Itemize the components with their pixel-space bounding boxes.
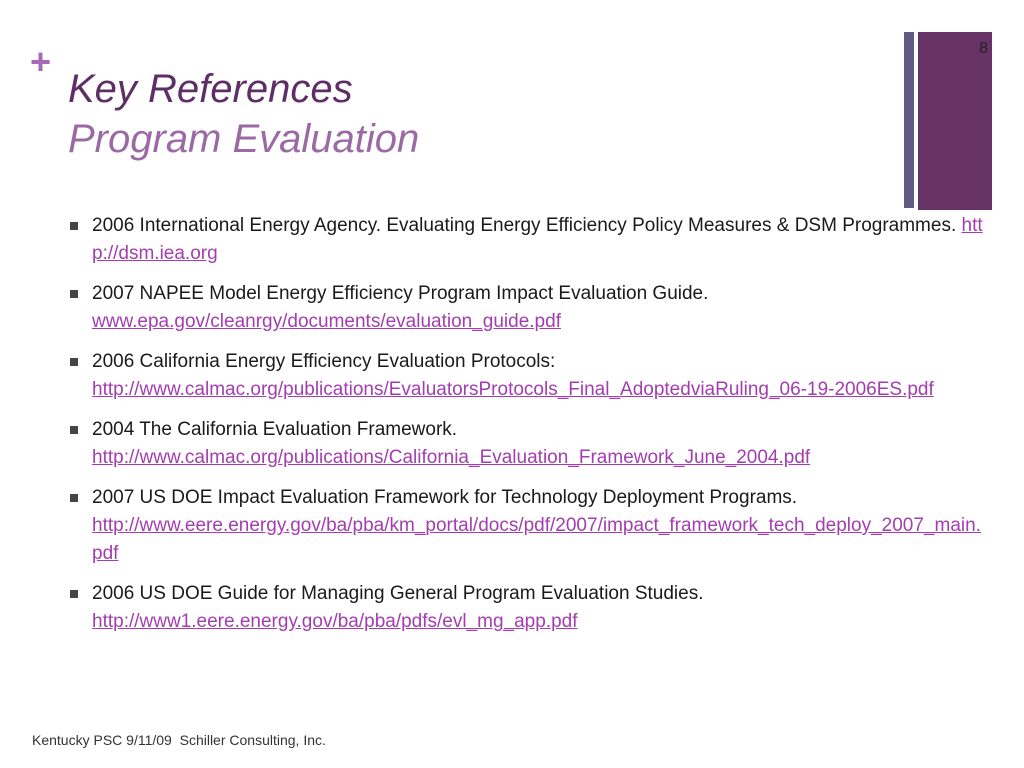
slide-title: [68, 64, 419, 164]
reference-link[interactable]: http://www1.eere.energy.gov/ba/pba/pdfs/evl_mg_app.pdf: [92, 611, 578, 632]
decorative-bar-thin: [904, 32, 914, 208]
bullet-square-icon: [70, 358, 78, 366]
bullet-square-icon: [70, 426, 78, 434]
reference-item: [68, 280, 984, 336]
reference-text: 2007 NAPEE Model Energy Efficiency Program Impact Evaluation Guide.: [92, 283, 709, 304]
reference-item: [68, 484, 984, 568]
page-number: 8: [979, 40, 988, 57]
reference-text: 2004 The California Evaluation Framework.: [92, 419, 458, 440]
reference-list: [68, 212, 984, 648]
reference-link[interactable]: http://www.eere.energy.gov/ba/pba/km_portal/docs/pdf/2007/impact_framework_tech_deploy_2007_main.pdf: [92, 515, 981, 564]
reference-item: [68, 580, 984, 636]
reference-text: 2006 International Energy Agency. Evaluating Energy Efficiency Policy Measures & DSM Programmes.: [92, 215, 957, 236]
plus-icon: +: [30, 41, 52, 82]
title-line-2: Program Evaluation: [68, 117, 420, 161]
reference-text: 2006 US DOE Guide for Managing General Program Evaluation Studies.: [92, 583, 704, 604]
bullet-square-icon: [70, 590, 78, 598]
reference-link[interactable]: www.epa.gov/cleanrgy/documents/evaluation_guide.pdf: [92, 311, 561, 332]
reference-item: [68, 348, 984, 404]
title-line-1: Key References: [68, 67, 353, 111]
reference-item: [68, 416, 984, 472]
reference-text: 2007 US DOE Impact Evaluation Framework for Technology Deployment Programs.: [92, 487, 798, 508]
reference-link[interactable]: http://dsm.iea.org: [92, 215, 983, 264]
bullet-square-icon: [70, 494, 78, 502]
reference-item: [68, 212, 984, 268]
bullet-square-icon: [70, 290, 78, 298]
slide-footer: Kentucky PSC 9/11/09 Schiller Consulting, Inc.: [32, 732, 326, 748]
reference-link[interactable]: http://www.calmac.org/publications/California_Evaluation_Framework_June_2004.pdf: [92, 447, 811, 468]
reference-text: 2006 California Energy Efficiency Evaluation Protocols:: [92, 351, 556, 372]
reference-link[interactable]: http://www.calmac.org/publications/EvaluatorsProtocols_Final_AdoptedviaRuling_06-19-2006ES.pdf: [92, 379, 934, 400]
decorative-bar-wide: [918, 32, 992, 210]
bullet-square-icon: [70, 222, 78, 230]
